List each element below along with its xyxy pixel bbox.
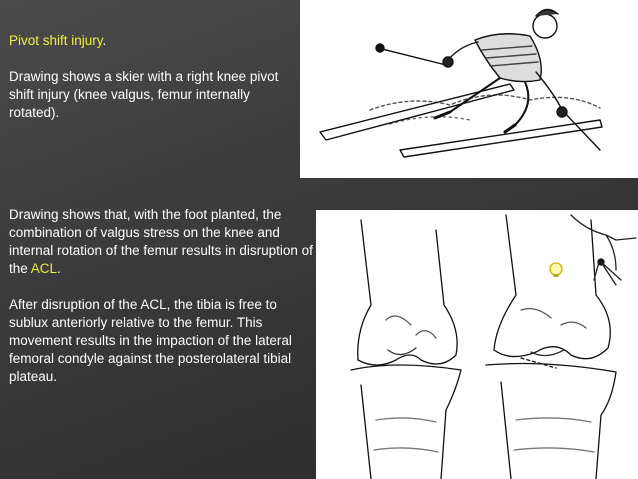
skier-drawing (300, 0, 638, 178)
caption-title: Pivot shift injury. (9, 33, 107, 48)
caption-knee-para2: After disruption of the ACL, the tibia is free to sublux anteriorly relative to the femur. This movement results in the impaction of the lateral femoral condyle against the posterolateral tibial plateau. (9, 297, 292, 384)
caption-knee-para1: Drawing shows that, with the foot planted, the combination of valgus stress on the knee and internal rotation of the femur results in disruption of the ACL. (9, 207, 313, 276)
title-highlight: Pivot shift injury (9, 33, 103, 48)
caption-knee (9, 206, 314, 386)
caption-skier-body: Drawing shows a skier with a right knee pivot shift injury (knee valgus, femur internally rotated). (9, 69, 279, 120)
caption-skier (9, 32, 299, 122)
skier-illustration (300, 0, 638, 178)
knee-illustration (316, 210, 638, 479)
knee-drawing (316, 210, 638, 479)
acl-highlight: ACL (30, 261, 58, 276)
